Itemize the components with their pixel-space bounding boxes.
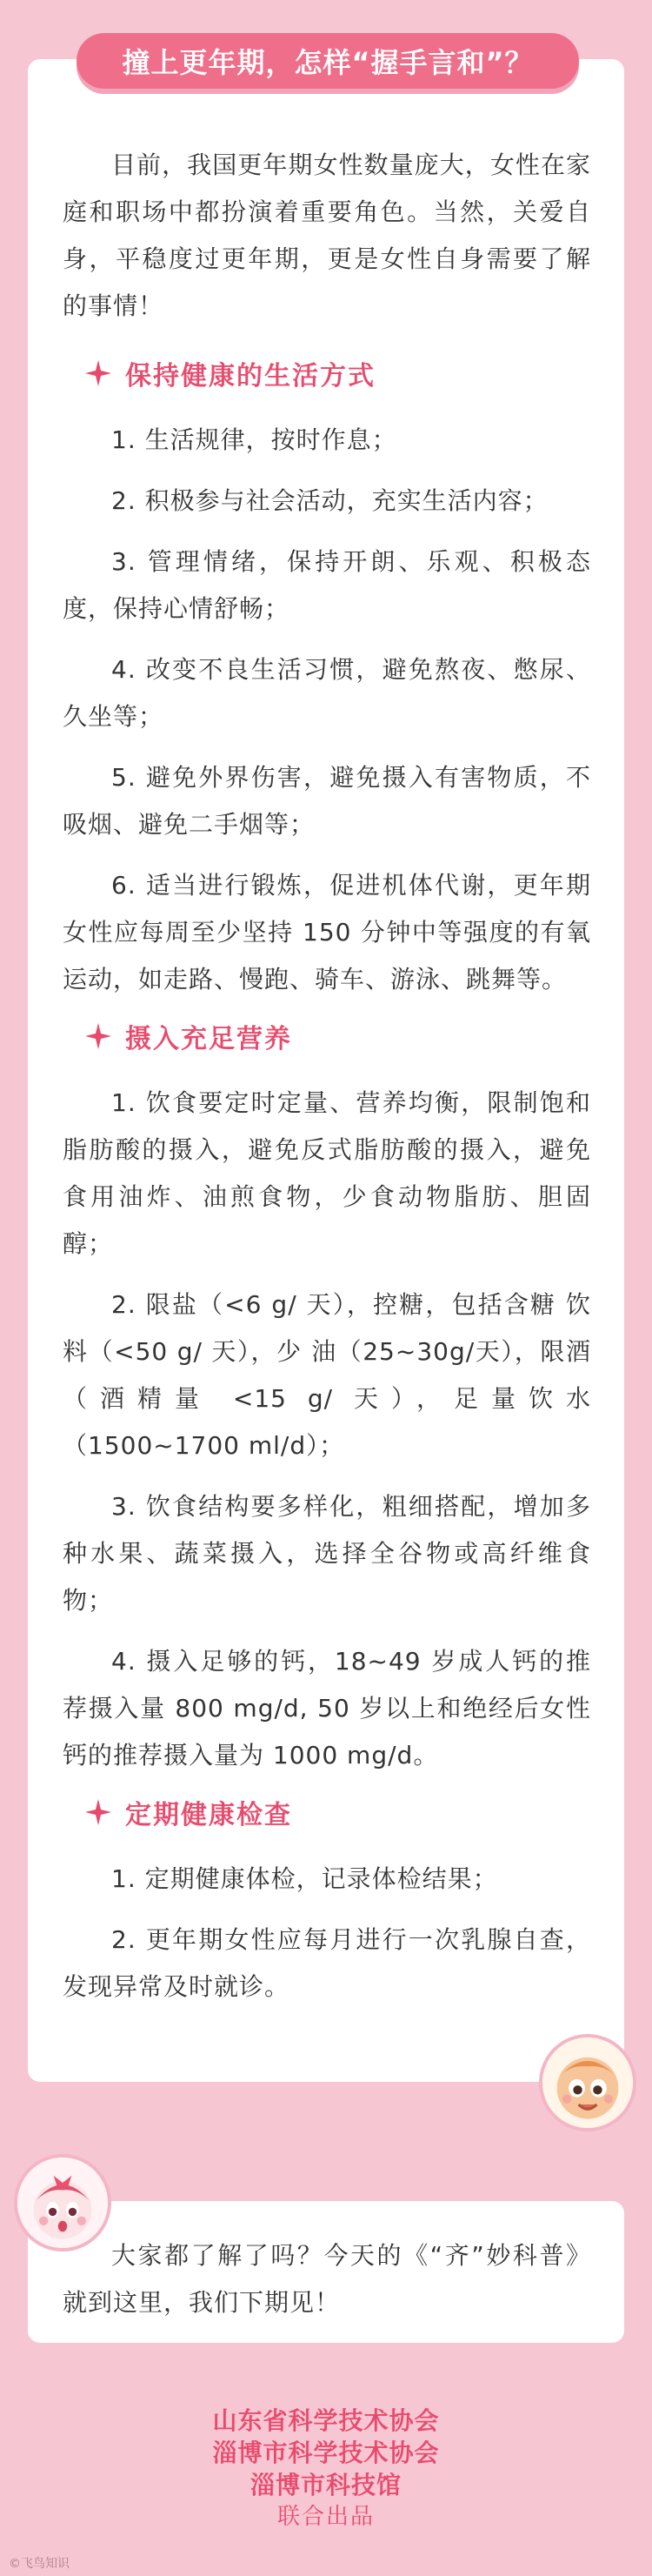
title-banner bbox=[77, 33, 579, 89]
four-point-star-icon bbox=[85, 1023, 111, 1049]
list-item: 2. 积极参与社会活动，充实生活内容； bbox=[111, 486, 549, 515]
list-item: 1. 生活规律，按时作息； bbox=[111, 425, 397, 454]
footer-org: 淄博市科学技术协会 bbox=[212, 2439, 440, 2467]
footer-note: 联合出品 bbox=[276, 2504, 375, 2530]
mascot-girl-avatar bbox=[14, 2154, 111, 2251]
list-item: 3. 管理情绪，保持开朗、乐观、积极态度，保持心情舒畅； bbox=[63, 547, 591, 623]
closing-card bbox=[28, 2201, 624, 2343]
footer-org: 山东省科学技术协会 bbox=[212, 2406, 440, 2435]
list-item: 5. 避免外界伤害，避免摄入有害物质，不吸烟、避免二手烟等； bbox=[63, 763, 591, 839]
list-item: 6. 适当进行锻炼，促进机体代谢，更年期女性应每周至少坚持 150 分钟中等强度的有氧运动，如走路、慢跑、骑车、游泳、跳舞等。 bbox=[63, 871, 591, 994]
section-heading-lifestyle bbox=[85, 354, 591, 392]
closing-paragraph: 大家都了解了吗？今天的《“齐”妙科普》就到这里，我们下期见！ bbox=[63, 2241, 591, 2317]
mascot-boy-avatar bbox=[539, 2034, 636, 2131]
section-heading-label: 定期健康检查 bbox=[125, 1800, 292, 1830]
content-card bbox=[28, 59, 624, 2082]
list-item: 1. 定期健康体检，记录体检结果； bbox=[111, 1864, 498, 1893]
footer bbox=[0, 2405, 652, 2533]
footer-org: 淄博市科技馆 bbox=[249, 2471, 402, 2499]
list-item: 1. 饮食要定时定量、营养均衡，限制饱和脂肪酸的摄入，避免反式脂肪酸的摄入，避免食用油炸、油煎食物，少食动物脂肪、胆固醇； bbox=[63, 1088, 591, 1258]
list-item: 3. 饮食结构要多样化，粗细搭配，增加多种水果、蔬菜摄入，选择全谷物或高纤维食物； bbox=[63, 1492, 591, 1615]
list-item: 2. 限盐（<6 g/ 天），控糖，包括含糖 饮 料（<50 g/ 天），少 油（25~30g/天），限酒（酒精量 <15 g/ 天），足量饮水（1500~1700 ml/d）； bbox=[63, 1290, 591, 1460]
list-item: 2. 更年期女性应每月进行一次乳腺自查，发现异常及时就诊。 bbox=[63, 1925, 591, 2001]
page-title: 撞上更年期，怎样“握手言和”？ bbox=[122, 46, 534, 79]
section-heading-label: 摄入充足营养 bbox=[125, 1024, 292, 1054]
section-heading-checkup bbox=[85, 1793, 591, 1831]
four-point-star-icon bbox=[85, 1799, 111, 1825]
section-heading-nutrition bbox=[85, 1017, 591, 1055]
section-heading-label: 保持健康的生活方式 bbox=[125, 361, 376, 391]
four-point-star-icon bbox=[85, 360, 111, 386]
list-item: 4. 改变不良生活习惯，避免熬夜、憋尿、久坐等； bbox=[63, 655, 591, 731]
intro-paragraph: 目前，我国更年期女性数量庞大，女性在家庭和职场中都扮演着重要角色。当然，关爱自身，平稳度过更年期，更是女性自身需要了解的事情！ bbox=[63, 151, 591, 320]
list-item: 4. 摄入足够的钙，18~49 岁成人钙的推荐摄入量 800 mg/d, 50 岁以上和绝经后女性钙的推荐摄入量为 1000 mg/d。 bbox=[63, 1647, 591, 1770]
watermark: ©飞鸟知识 bbox=[9, 2557, 70, 2571]
